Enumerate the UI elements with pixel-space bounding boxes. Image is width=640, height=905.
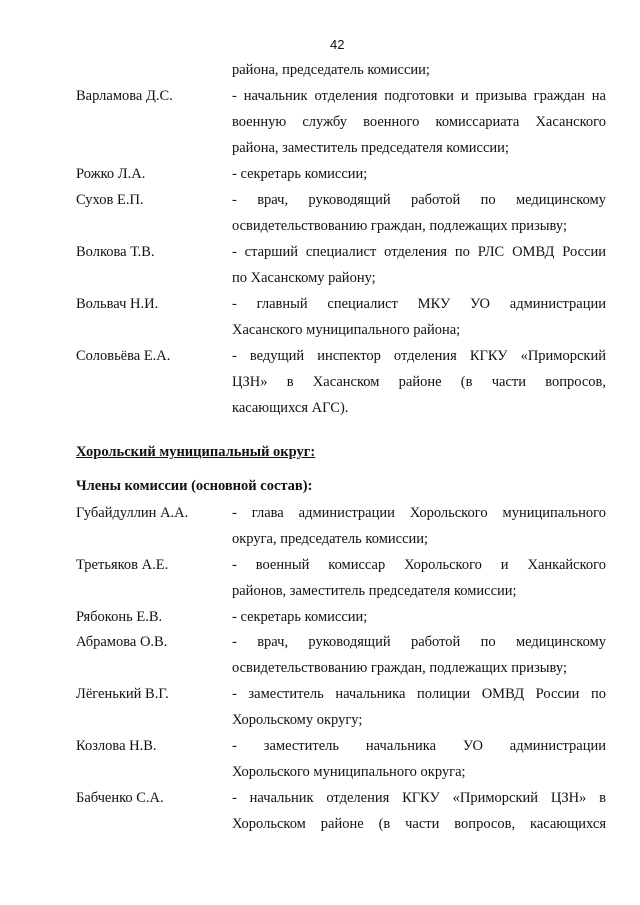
member-role-line: - заместитель начальника полиции ОМВД России по <box>232 686 606 702</box>
member-role-line: военную службу военного комиссариата Хасанского <box>232 114 606 130</box>
member-name: Рожко Л.А. <box>76 166 146 182</box>
member-role-line: Хасанского муниципального района; <box>232 322 461 338</box>
member-role-line: Хорольском районе (в части вопросов, касающихся <box>232 816 606 832</box>
top-continuation-line: района, председатель комиссии; <box>232 62 430 78</box>
member-name: Бабченко С.А. <box>76 790 164 806</box>
member-name: Третьяков А.Е. <box>76 557 169 573</box>
member-role-line: районов, заместитель председателя комиссии; <box>232 583 517 599</box>
member-role-line: - старший специалист отделения по РЛС ОМВД России <box>232 244 606 260</box>
member-name: Вольвач Н.И. <box>76 296 159 312</box>
member-name: Губайдуллин А.А. <box>76 505 189 521</box>
member-name: Соловьёва Е.А. <box>76 348 171 364</box>
member-role-line: - главный специалист МКУ УО администрации <box>232 296 606 312</box>
member-role-line: - начальник отделения подготовки и призыва граждан на <box>232 88 606 104</box>
member-role-line: Хорольскому округу; <box>232 712 363 728</box>
member-name: Волкова Т.В. <box>76 244 155 260</box>
member-role-line: - секретарь комиссии; <box>232 609 368 625</box>
member-role-line: - врач, руководящий работой по медицинскому <box>232 634 606 650</box>
member-role-line: района, заместитель председателя комиссии; <box>232 140 509 156</box>
member-role-line: - военный комиссар Хорольского и Ханкайского <box>232 557 606 573</box>
member-name: Козлова Н.В. <box>76 738 157 754</box>
member-role-line: касающихся АГС). <box>232 400 349 416</box>
member-role-line: освидетельствованию граждан, подлежащих призыву; <box>232 218 567 234</box>
member-role-line: - секретарь комиссии; <box>232 166 368 182</box>
member-name: Рябоконь Е.В. <box>76 609 163 625</box>
member-role-line: округа, председатель комиссии; <box>232 531 429 547</box>
member-role-line: - заместитель начальника УО администрации <box>232 738 606 754</box>
subsection-title: Члены комиссии (основной состав): <box>76 478 313 494</box>
member-role-line: ЦЗН» в Хасанском районе (в части вопросов, <box>232 374 606 390</box>
page-number: 42 <box>330 37 345 52</box>
member-name: Варламова Д.С. <box>76 88 173 104</box>
member-role-line: - глава администрации Хорольского муниципального <box>232 505 606 521</box>
member-role-line: - ведущий инспектор отделения КГКУ «Приморский <box>232 348 606 364</box>
member-name: Лёгенький В.Г. <box>76 686 169 702</box>
member-role-line: по Хасанскому району; <box>232 270 376 286</box>
member-name: Абрамова О.В. <box>76 634 168 650</box>
section-title: Хорольский муниципальный округ: <box>76 444 316 460</box>
member-role-line: Хорольского муниципального округа; <box>232 764 466 780</box>
member-name: Сухов Е.П. <box>76 192 144 208</box>
member-role-line: освидетельствованию граждан, подлежащих призыву; <box>232 660 567 676</box>
member-role-line: - начальник отделения КГКУ «Приморский ЦЗН» в <box>232 790 606 806</box>
member-role-line: - врач, руководящий работой по медицинскому <box>232 192 606 208</box>
